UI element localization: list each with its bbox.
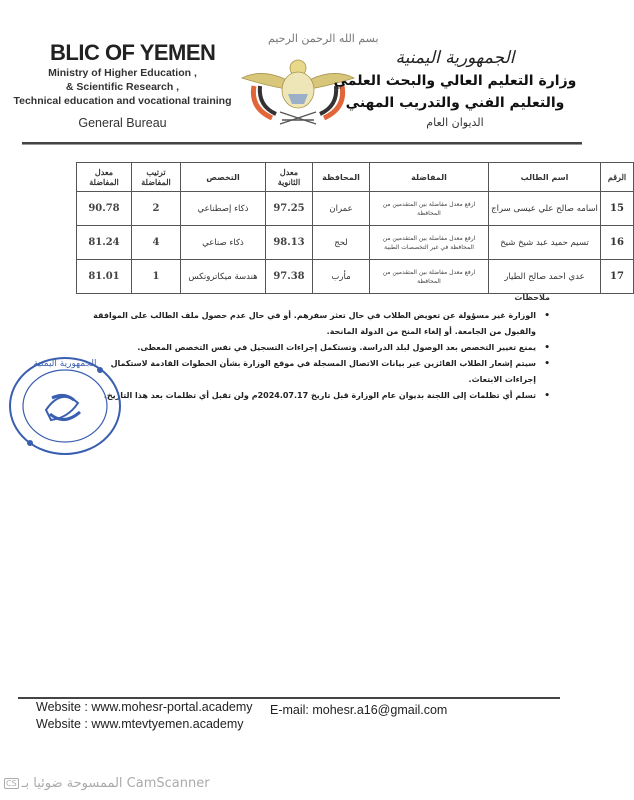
header-preference: المفاضلة — [370, 163, 489, 192]
header-name: اسم الطالب — [489, 163, 601, 192]
cell-rank: 1 — [132, 260, 181, 294]
cell-num: 17 — [601, 260, 634, 294]
header-num: الرقم — [601, 163, 634, 192]
footer-divider — [18, 697, 560, 699]
header-specialization: التخصص — [181, 163, 266, 192]
notes-title: ملاحظات — [514, 293, 550, 302]
cell-pref-score: 90.78 — [77, 192, 132, 226]
students-table — [76, 162, 634, 294]
note-item: • يمنع تغيير التخصص بعد الوصول لبلد الدراسة. وتستكمل إجراءات التسجيل في نفس التخصص المعطى. — [80, 340, 536, 356]
footer-email[interactable]: E-mail: mohesr.a16@gmail.com — [270, 703, 448, 717]
camscanner-watermark — [4, 776, 210, 791]
cell-name: عدي احمد صالح الطيار — [489, 260, 601, 294]
arabic-letterhead — [330, 48, 580, 129]
arabic-republic-title: الجمهورية اليمنية — [395, 48, 515, 68]
header-pref-score: معدل المفاضلة — [77, 163, 132, 192]
notes-list — [80, 308, 550, 404]
header-governorate: المحافظة — [313, 163, 370, 192]
cell-specialization: ذكاء صناعي — [181, 226, 266, 260]
camscanner-logo-icon: CS — [6, 779, 17, 788]
camscanner-text: الممسوحة ضوئيا بـ CamScanner — [21, 776, 210, 791]
stamp-outer-text: الجمهورية اليمنية — [33, 359, 97, 369]
official-stamp-icon — [6, 348, 124, 458]
english-bureau: General Bureau — [78, 116, 167, 130]
cell-num: 15 — [601, 192, 634, 226]
english-country-title: BLIC OF YEMEN — [50, 40, 216, 65]
cell-preference: ارفع معدل مفاضلة بين المتقدمين من المحافظة — [370, 260, 489, 294]
cell-preference: ارفع معدل مفاضلة بين المتقدمين من المحافظة في غير التخصصات الطبية — [370, 226, 489, 260]
cell-hs-score: 97.38 — [266, 260, 313, 294]
header-rank: ترتيب المفاضلة — [132, 163, 181, 192]
cell-hs-score: 98.13 — [266, 226, 313, 260]
cell-governorate: مأرب — [313, 260, 370, 294]
cell-name: اسامه صالح علي عيسى سراج — [489, 192, 601, 226]
cell-specialization: ذكاء إصطناعي — [181, 192, 266, 226]
cell-governorate: لحج — [313, 226, 370, 260]
table-row — [77, 260, 634, 294]
english-ministry-line-1: Ministry of Higher Education , — [48, 67, 197, 79]
note-item: • تسلم أي تظلمات إلى اللجنة بديوان عام الوزارة قبل تاريخ 2024.07.17م ولن تقبل أي تظلمات بعد هذا التاريخ. — [80, 388, 536, 404]
cell-num: 16 — [601, 226, 634, 260]
english-ministry-line-3: Technical education and vocational training — [13, 95, 232, 107]
cell-preference: ارفع معدل مفاضلة بين المتقدمين من المحافظة — [370, 192, 489, 226]
cell-rank: 4 — [132, 226, 181, 260]
cell-name: تسيم حميد عبد شيخ شيخ — [489, 226, 601, 260]
header-hs-score: معدل الثانوية — [266, 163, 313, 192]
english-letterhead — [10, 40, 235, 130]
table-row — [77, 226, 634, 260]
cell-pref-score: 81.24 — [77, 226, 132, 260]
note-item: • سيتم إشعار الطلاب الفائزين عبر بيانات الاتصال المسجلة في موقع الوزارة بشأن الخطوات القادمة لاستكمال إجراءات الابتعاث. — [80, 356, 536, 388]
header-divider — [22, 142, 582, 145]
basmala: بسم الله الرحمن الرحيم — [268, 32, 379, 45]
table-row — [77, 192, 634, 226]
footer-website-2[interactable]: Website : www.mtevtyemen.academy — [36, 717, 244, 731]
notes-section — [80, 293, 550, 404]
cell-specialization: هندسة ميكاترونكس — [181, 260, 266, 294]
cell-hs-score: 97.25 — [266, 192, 313, 226]
cell-rank: 2 — [132, 192, 181, 226]
arabic-bureau: الديوان العام — [426, 116, 484, 129]
arabic-ministry-line-1: وزارة التعليم العالي والبحث العلمي — [333, 73, 577, 89]
cell-pref-score: 81.01 — [77, 260, 132, 294]
note-item: • الوزارة غير مسؤولة عن تعويض الطلاب في حال تعثر سفرهم. أو في حال عدم حصول ملف الطالب على الموافقة والقبول من الجامعة. أو إلغاء المنح من الدولة المانحة. — [80, 308, 536, 340]
cell-governorate: عمران — [313, 192, 370, 226]
footer-website-1[interactable]: Website : www.mohesr-portal.academy — [36, 700, 253, 714]
english-ministry-line-2: & Scientific Research , — [65, 81, 180, 93]
arabic-ministry-line-2: والتعليم الفني والتدريب المهني — [345, 95, 565, 111]
table-header-row — [77, 163, 634, 192]
